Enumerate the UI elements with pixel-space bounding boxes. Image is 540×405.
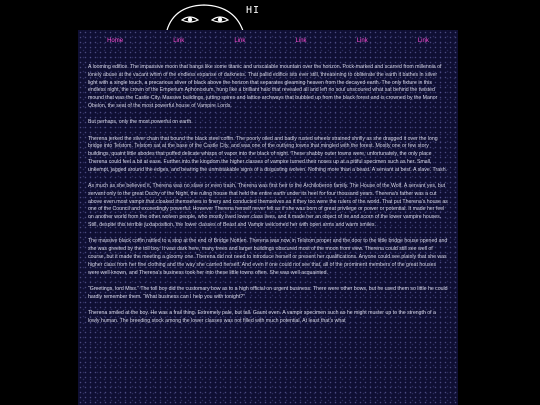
story-paragraph: Therena smiled at the boy. He was a frail thing. Extremely pale, but tall. Gaunt even. A vampir specimen such as he might muster up to the strength of a lowly human. The breeding stock among the lower classes was not filled with much potential. At least that’s what	[88, 309, 436, 324]
nav-link-5[interactable]: Link	[417, 38, 429, 44]
nav-link-4[interactable]: Link	[356, 38, 368, 44]
nav-link-2[interactable]: Link	[234, 38, 246, 44]
logo-text: HI	[246, 5, 261, 16]
nav-link-1[interactable]: Link	[173, 38, 185, 44]
story-paragraph: A looming edifice. The impassive moon that hangs like some titanic and unscalable mountain over the horizon. Pock-marked and scarred from millennia of lonely abuse at the vacant whim of the endless expanse of darkness. That pallid edifice sits ever still, threatening to obliterate the earth it bathes in silver light with a single touch, a precarious sliver of black above the horizon that separates gleaming heaven from the decayed earth. The only fixture in this endless night, the crown of the Emperium Aphonoxium, hung like a brilliant halo that revealed all and left no soul unscoured what sat behind the twisted mound that was the Castle City. Massive buildings, jutting spires and lattice archways that bubbled up from the black forest and is crowned by the Manor Obelon, the seat of the most powerful house of Vampire Lords.	[88, 64, 442, 109]
story-paragraph: As much as she believed it, Therena was no slave or even trash. Therena was first heir to the Archiloberon family. The House of the Wolf. A servant yes, but servant only to the great Duchy of the Night, the ruling house that held the entire earth under its heel for four thousand years. Therena’s father was a cut above even most vampir that cloaked themselves in finery and conducted themselves as if they too were the rulers of the world. That put Therena’s house as one of the Council and exceedingly powerful. However Therena herself never felt as if she was born of great privilege or power or potential. It made her feel on another world from the other wolven people, who mostly lived lower class lives, and it made her an object of ire and scorn of the lower vampire houses. Still, despite this terrible juxtaposition, the lower classes of Beast and Vampir welcomed her with open arms and warm smiles.	[88, 183, 448, 229]
story-paragraph: “Greetings, lord Miss.” The toll boy did the customary bow as to a high official on urgent business. There were other bows, but he used them so little he could hardly remember them. “What business can I help you with tonight?”	[88, 285, 448, 300]
story-text	[78, 50, 458, 326]
nav-link-3[interactable]: Link	[295, 38, 307, 44]
face-doodle-icon	[160, 0, 280, 34]
story-paragraph: The massive black coffin rattled to a stop at the end of Bridge Nottlen. Therena was now in Telstom proper and the door to the little bridge house opened and she was greeted by the toll boy. It was dark here, many trees and larger buildings obscured most of the moon from view. Therena could still see well of course, but it made the meeting a gloomy one. Therena did not need to introduce herself or present her qualifications. Anyone could see plainly that she was higher class from her fine clothing and the way she carried herself. And even if one could not see that, all of the prominent members of the great houses were well known, and Therena’s business took her into these little towns often. She was well acquainted.	[88, 238, 448, 276]
content-panel	[78, 30, 458, 405]
site-logo[interactable]	[160, 0, 280, 34]
story-paragraph: Therena jerked the silver chain that bound the black steel coffin. The poorly oiled and badly rusted wheels strained shrilly as she dragged it over the long bridge into Telstom. Telstom sat at the base of the Castle City, and was one of the outlying towns that mingled with the forest. Mostly one or few story buildings, quaint little abodes that puffed delicate whisps of vapor into the black of night. These shabby outer towns were, unfortunately, the only place Therena could feel a bit at ease. Further into the kingdom the higher classes of vampire turned their noses up at a pitiful specimen such as her. Small, unkempt, jagged around the edges, and bearing the unmistakable signs of a disgusting wolven. Nothing more than a beast. A servant at best. A slave. Trash.	[88, 135, 448, 173]
story-paragraph: But perhaps, only the most powerful on earth.	[88, 119, 193, 126]
top-nav	[78, 32, 458, 50]
nav-home-link[interactable]: Home	[107, 38, 124, 44]
